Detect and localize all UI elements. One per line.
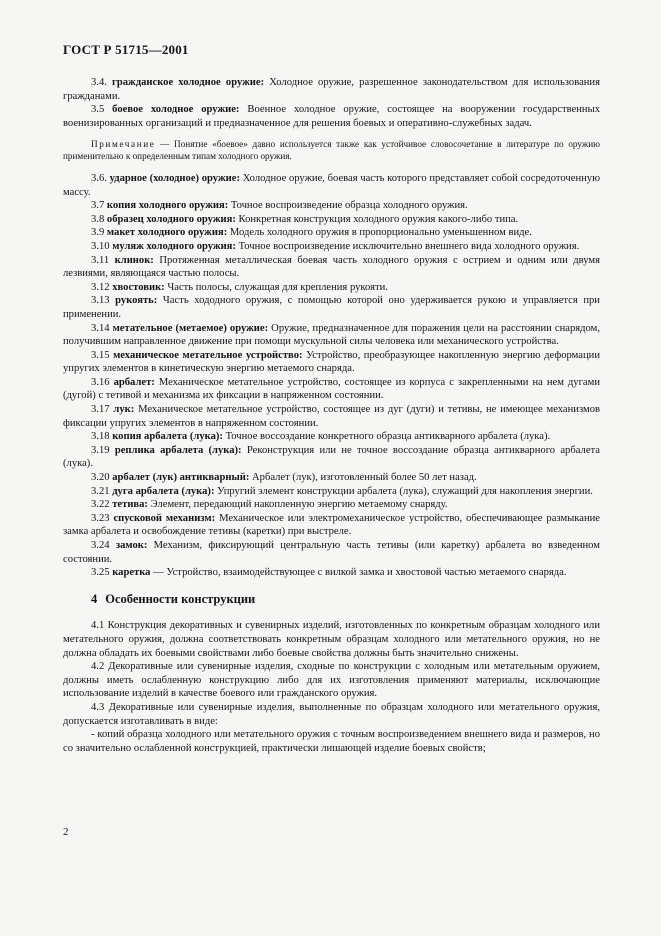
definition-term: метательное (метаемое) оружие: [112,322,269,334]
definition-item [63,376,600,403]
definition-item [63,281,600,295]
definition-text: Часть хододного оружия, с помощью которой оно удерживается рукою и управляется при применении. [63,295,600,320]
definition-text: Арбалет (лук), изготовленный более 50 лет назад. [252,472,477,484]
definition-item [63,403,600,430]
definition-text: Конкретная конструкция холодного оружия какого-либо типа. [238,213,519,225]
definition-number: 3.10 [91,240,110,252]
definition-text: Протяженная металлическая боевая часть холодного оружия с острием и одним или двумя лезвиями, являющаяся частью полосы. [63,254,601,280]
definition-number: 3.16 [91,376,110,388]
definition-number: 3.14 [91,322,110,334]
definitions-group-a [63,76,600,130]
definition-item [63,444,600,471]
definition-term: арбалет (лук) антикварный: [112,472,250,484]
section-paragraph: - копий образца холодного или метательного оружия с точным воспроизведением внешнего вида и размеров, но со значительно ослабленной конструкцией, практически лишающей изделие боевых свойств; [63,729,600,754]
definition-number: 3.24 [91,540,110,551]
definition-item [63,103,600,130]
definition-term: образец холодного оружия: [106,213,236,225]
definition-item [63,498,600,512]
section-paragraph: 4.2 Декоративные или сувенирные изделия, сходные по конструкции с холодным или метательным оружием, должны иметь ослабленную конструкцию либо для их изготовления применяют материалы, исключающие использование изделий в качестве боевого или гражданского оружия. [63,661,600,700]
definition-item [63,240,600,254]
definition-text: Механическое метательное устройство, состоящее из корпуса с закрепленными на нем дугами (дугой) с тетивой и механизма их фиксации в напряженном состоянии. [63,376,601,402]
definition-text: Военное холодное оружие, состоящее на вооружении государственных военизированных организаций и предназначенное для решения боевых и оперативно-служебных задач. [63,104,600,129]
definition-term: замок: [115,540,148,551]
definition-term: дуга арбалета (лука): [112,485,215,497]
definition-text: Модель холодного оружия в пропорционально уменьшенном виде. [229,227,532,239]
definition-item [63,172,600,199]
definition-term: механическое метательное устройство: [113,349,303,361]
definition-item [63,471,600,485]
definition-number: 3.12 [91,281,110,293]
definition-term: макет холодного оружия: [106,227,228,239]
definitions-group-b [63,172,600,580]
section-paragraphs [63,619,600,755]
definition-number: 3.19 [91,444,110,456]
page-number: 2 [63,826,69,838]
definition-number: 3.8 [91,213,105,225]
definition-text: Точное воспроизведение исключительно внешнего вида холодного оружия. [238,240,580,252]
definition-number: 3.11 [91,254,110,266]
definition-term: копия арбалета (лука): [112,431,223,443]
definition-number: 3.17 [91,404,110,416]
definition-number: 3.4. [91,77,107,88]
definition-item [63,294,600,321]
definition-text: Точное воспроизведение образца холодного оружия. [230,200,468,212]
definition-term: муляж холодного оружия: [112,240,236,252]
definition-term: хвостовик: [112,281,165,293]
definition-item [63,566,600,580]
definition-item [63,485,600,499]
definition-number: 3.22 [91,499,110,511]
definition-term: каретка [112,567,151,579]
definition-text: Упругий элемент конструкции арбалета (лука), служащий для накопления энергии. [217,485,593,497]
definition-item [63,430,600,444]
definition-number: 3.5 [91,104,105,116]
definition-text: Холодное оружие, боевая часть которого представляет собой сосредоточенную массу. [63,172,600,198]
note-paragraph [63,139,600,163]
definition-term: ударное (холодное) оружие: [109,172,240,184]
definition-item [63,322,600,349]
definition-text: Механизм, фиксирующий центральную часть тетивы (или каретку) арбалета во взведенном состоянии. [63,540,600,565]
definition-number: 3.7 [91,200,105,212]
definition-term: лук: [113,404,135,416]
definition-item [63,76,600,103]
note-text: — Понятие «боевое» давно используется также как устойчивое словосочетание в литературе по оружию применительно к определенным типам холодного оружия. [63,139,600,162]
definition-number: 3.6. [91,172,107,184]
definition-item [63,254,600,281]
definition-number: 3.9 [91,227,105,239]
definition-term: реплика арбалета (лука): [114,444,242,456]
definition-term: тетива: [112,499,148,511]
definition-term: копия холодного оружия: [106,200,229,212]
document-body [63,76,600,755]
definition-text: Реконструкция или не точное воссоздание образца антикварного арбалета (лука). [63,444,600,470]
definition-term: спусковой механизм: [113,512,216,524]
definition-item [63,539,600,566]
definition-number: 3.18 [91,431,110,443]
definition-text: Механическое метательное устройство, состоящее из дуг (дуги) и тетивы, не имеющее механизмов фиксации упругих элементов в напряженном состоянии. [63,404,601,429]
section-paragraph: 4.3 Декоративные или сувенирные изделия, выполненные по образцам холодного или метательного оружия, допускается изготавливать в виде: [63,701,600,727]
definition-number: 3.25 [91,567,110,579]
definition-number: 3.23 [91,512,110,524]
definition-text: Оружие, предназначенное для поражения цели на расстоянии снарядом, получившим направленное движение при помощи мускульной силы человека или механического устройства. [63,322,600,348]
definition-item [63,226,600,240]
note-label: Примечание [91,139,156,150]
definition-text: Холодное оружие, разрешенное законодательством для использования гражданами. [63,77,600,102]
section-heading [91,593,600,607]
definition-number: 3.13 [91,295,110,307]
definition-term: клинок: [114,254,154,266]
definition-item [63,512,600,539]
definition-item [63,199,600,213]
definition-text: Механическое или электромеханическое устройство, обеспечивающее размыкание замка арбалета и освобождение тетивы (каретки) при выстреле. [63,512,600,538]
definition-term: арбалет: [113,376,155,388]
definition-number: 3.21 [91,485,110,497]
definition-text: Точное воссоздание конкретного образца антикварного арбалета (лука). [225,431,551,443]
definition-term: рукоять: [115,295,158,307]
definition-text: Элемент, передающий накопленную энергию метаемому снаряду. [150,499,448,511]
definition-text: Часть полосы, служащая для крепления рукояти. [167,281,388,293]
definition-term: гражданское холодное оружие: [112,77,265,88]
section-number: 4 [91,591,98,606]
document-header: ГОСТ Р 51715—2001 [63,42,189,57]
definition-item [63,349,600,376]
definition-term: боевое холодное оружие: [112,104,240,116]
section-title: Особенности конструкции [105,591,256,606]
definition-number: 3.20 [91,472,110,484]
definition-number: 3.15 [91,349,110,361]
section-paragraph: 4.1 Конструкция декоративных и сувенирных изделий, изготовленных по конкретным образцам холодного или метательного оружия, должна соответствовать конкретным образцам холодного или метательного оружия, но не должна обладать их боевыми свойствами либо боевые свойства должны быть значительно снижены. [63,620,600,659]
definition-text: — Устройство, взаимодействующее с вилкой замка и хвостовой частью метаемого снаряда. [153,567,567,579]
definition-item [63,213,600,227]
definition-text: Устройство, преобразующее накопленную энергию деформации упругих элементов в кинетическую энергию метаемого снаряда. [63,349,600,375]
